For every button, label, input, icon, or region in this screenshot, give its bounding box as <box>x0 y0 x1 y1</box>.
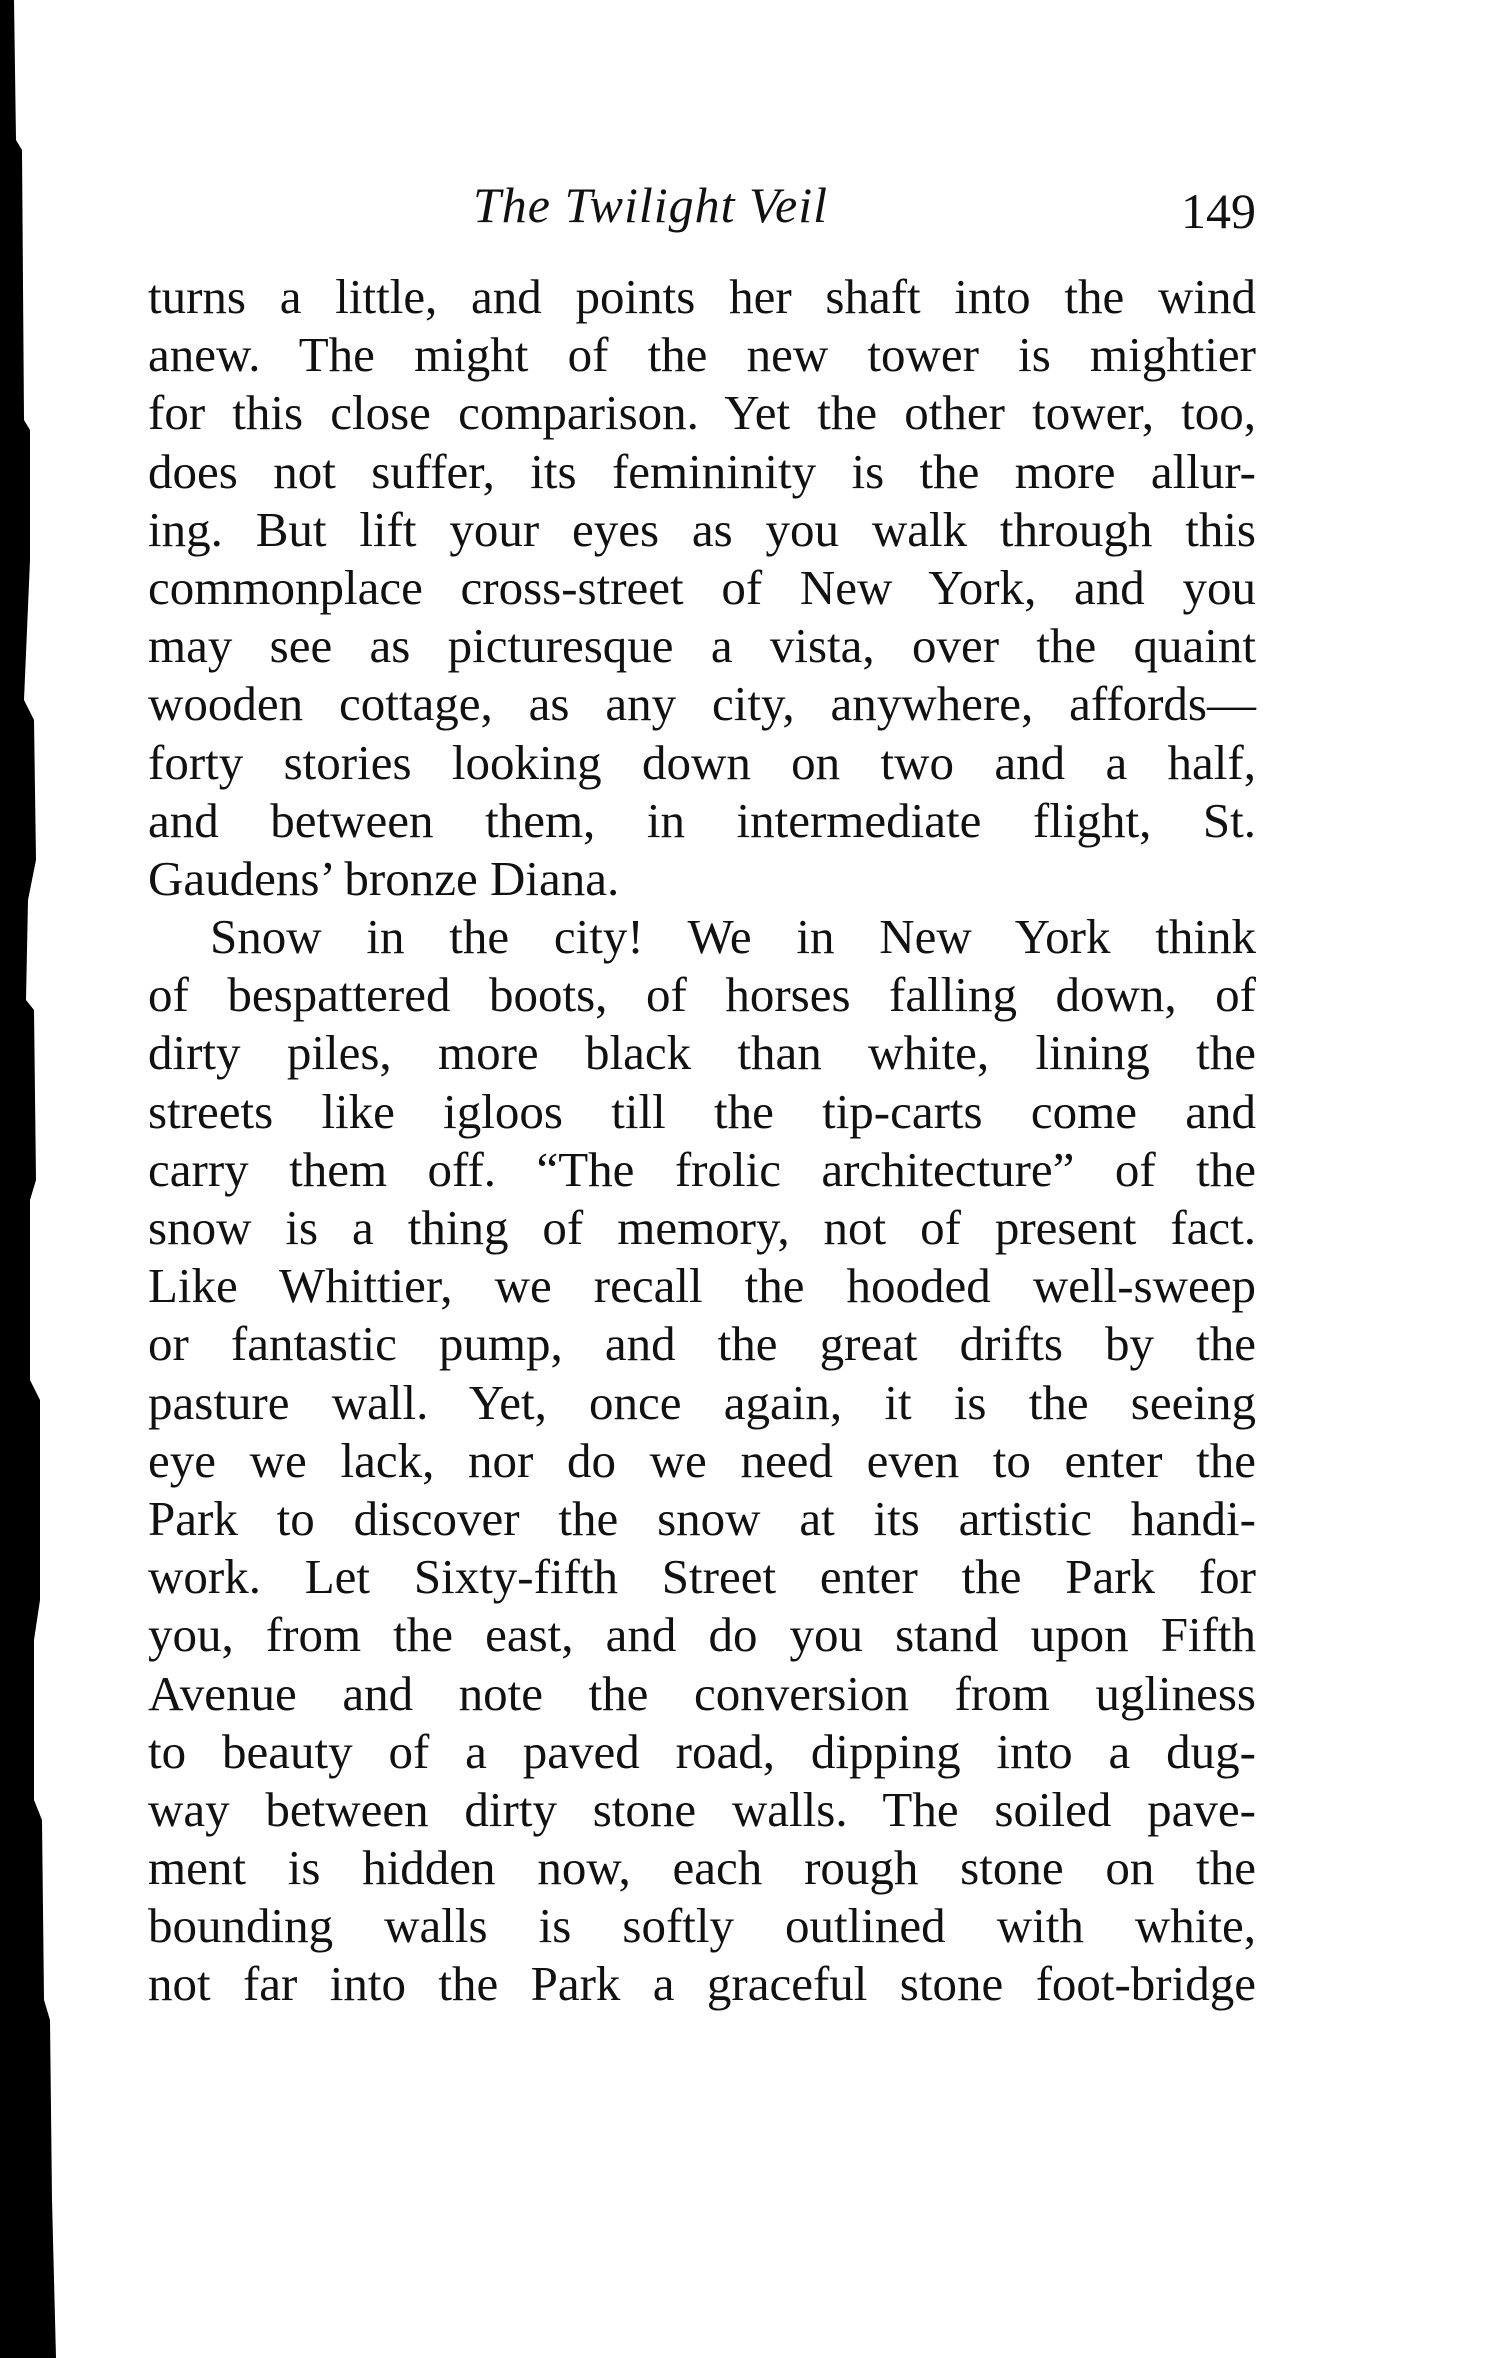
text-line: to beauty of a paved road, dipping into a dug- <box>148 1723 1256 1779</box>
text-line: eye we lack, nor do we need even to enter the <box>148 1432 1256 1488</box>
text-line: anew. The might of the new tower is mightier <box>148 327 1256 383</box>
running-title: The Twilight Veil <box>473 177 828 233</box>
text-line: Snow in the city! We in New York think <box>210 909 1256 965</box>
text-line: turns a little, and points her shaft into the wind <box>148 269 1256 324</box>
text-line: you, from the east, and do you stand upon Fifth <box>148 1607 1256 1663</box>
text-line: or fantastic pump, and the great drifts by the <box>148 1316 1256 1372</box>
text-line: bounding walls is softly outlined with white, <box>148 1898 1256 1954</box>
text-line: and between them, in intermediate flight, St. <box>148 792 1256 848</box>
text-line: way between dirty stone walls. The soiled pave- <box>148 1781 1256 1837</box>
text-line: Like Whittier, we recall the hooded well-sweep <box>148 1258 1256 1314</box>
text-line: Park to discover the snow at its artistic handi- <box>148 1490 1256 1546</box>
running-head <box>148 176 1256 256</box>
body-text <box>148 268 1256 2014</box>
text-line: for this close comparison. Yet the other tower, too, <box>148 385 1256 441</box>
text-line: snow is a thing of memory, not of present fact. <box>148 1200 1256 1255</box>
scan-edge-shadow <box>0 0 60 2358</box>
text-line: ing. But lift your eyes as you walk through this <box>148 501 1256 557</box>
text-line: carry them off. “The frolic architecture” of the <box>148 1141 1256 1197</box>
text-line: dirty piles, more black than white, lining the <box>148 1025 1256 1081</box>
text-line: streets like igloos till the tip-carts come and <box>148 1083 1256 1139</box>
text-line: wooden cottage, as any city, anywhere, affords— <box>148 676 1256 732</box>
text-line: pasture wall. Yet, once again, it is the seeing <box>148 1374 1256 1430</box>
text-line: does not suffer, its femininity is the more allur- <box>148 443 1256 499</box>
page-number: 149 <box>1181 183 1256 239</box>
text-line: Gaudens’ bronze Diana. <box>148 850 620 906</box>
text-line: not far into the Park a graceful stone foot-bridge <box>148 1956 1256 2012</box>
text-line: forty stories looking down on two and a half, <box>148 734 1256 790</box>
text-line: commonplace cross-street of New York, and you <box>148 559 1256 615</box>
text-line: of bespattered boots, of horses falling down, of <box>148 967 1256 1023</box>
text-line: work. Let Sixty-fifth Street enter the Park for <box>148 1549 1256 1605</box>
text-line: ment is hidden now, each rough stone on the <box>148 1840 1256 1896</box>
text-line: Avenue and note the conversion from ugliness <box>148 1665 1256 1721</box>
text-line: may see as picturesque a vista, over the quaint <box>148 618 1256 674</box>
book-page <box>148 176 1256 2014</box>
